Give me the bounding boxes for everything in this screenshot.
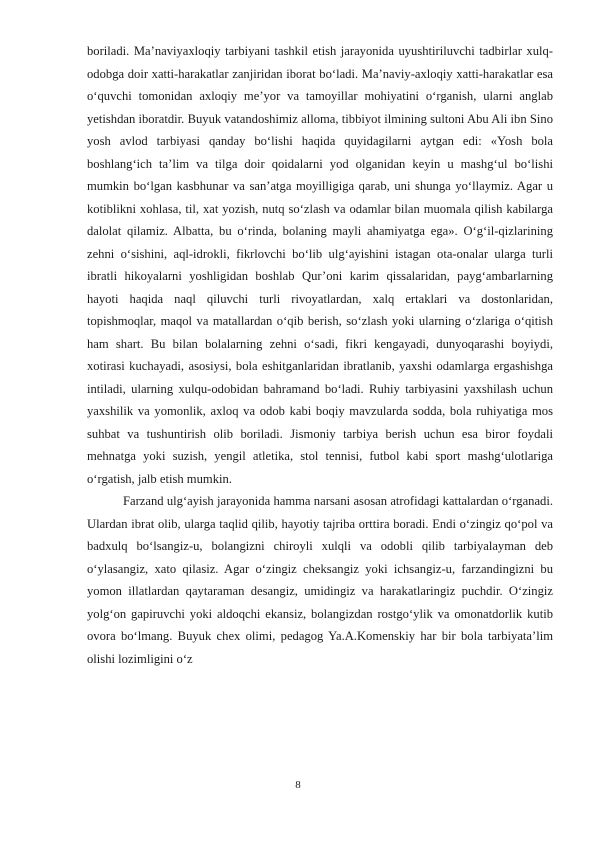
page-number: 8 bbox=[295, 779, 301, 791]
paragraph-2: Farzand ulg‘ayish jarayonida hamma narsani asosan atrofidagi kattalardan o‘rganadi. Ulardan ibrat olib, ularga taqlid qilib, hayotiy tajriba orttira boradi. Endi o‘zingiz qo‘pol va badxulq bo‘lsangiz-u, bolangizni chiroyli xulqli va odobli qilib tarbiyalayman deb o‘ylasangiz, xato qilasiz. Agar o‘zingiz cheksangiz yoki ichsangiz-u, farzandingizni bu yomon illatlardan qaytaraman desangiz, umidingiz va harakatlaringiz puchdir. O‘zingiz yolg‘on gapiruvchi yoki aldoqchi ekansiz, bolangizdan rostgo‘ylik va omonatdorlik kutib ovora bo‘lmang. Buyuk chex olimi, pedagog Ya.A.Komenskiy har bir bola tarbiyata’lim olishi lozimligini o‘z bbox=[87, 494, 553, 666]
body-text bbox=[87, 40, 553, 670]
paragraph-1: boriladi. Ma’naviyaxloqiy tarbiyani tashkil etish jarayonida uyushtiriluvchi tadbirlar xulq-odobga doir xatti-harakatlar zanjiridan iborat bo‘ladi. Ma’naviy-axloqiy xatti-harakatlar esa o‘quvchi tomonidan axloqiy me’yor va tamoyillar mohiyatini o‘rganish, ularni anglab yetishdan iboratdir. Buyuk vatandoshimiz alloma, tibbiyot ilmining sultoni Abu Ali ibn Sino yosh avlod tarbiyasi qanday bo‘lishi haqida quyidagilarni aytgan edi: «Yosh bola boshlang‘ich ta’lim va tilga doir qoidalarni yod olganidan keyin u mashg‘ul bo‘lishi mumkin bo‘lgan kasbhunar va san’atga moyilligiga qarab, uni shunga yo‘llaymiz. Agar u kotiblikni xohlasa, til, xat yozish, nutq so‘zlash va odamlar bilan muomala qilish kabilarga dalolat qilamiz. Albatta, bu o‘rinda, bolaning mayli ahamiyatga ega». O‘g‘il-qizlarining zehni o‘sishini, aql-idrokli, fikrlovchi bo‘lib ulg‘ayishini istagan ota-onalar ularga turli ibratli hikoyalarni yoshligidan boshlab Qur’oni karim qissalaridan, payg‘ambarlarning hayoti haqida naql qiluvchi turli rivoyatlardan, xalq ertaklari va dostonlaridan, topishmoqlar, maqol va matallardan o‘qib berish, so‘zlash yoki ularning o‘zlariga o‘qitish ham shart. Bu bilan bolalarning zehni o‘sadi, fikri kengayadi, dunyoqarashi boyiydi, xotirasi kuchayadi, asosiysi, bola eshitganlaridan ibratlanib, yaxshi odamlarga ergashishga intiladi, ularning xulqu-odobidan bahramand bo‘ladi. Ruhiy tarbiyasini yaxshilash uchun yaxshilik va yomonlik, axloq va odob kabi boqiy mavzularda sodda, bola ruhiyatiga mos suhbat va tushuntirish olib boriladi. Jismoniy tarbiya berish uchun esa biror foydali mehnatga yoki suzish, yengil atletika, stol tennisi, futbol kabi sport mashg‘ulotlariga o‘rgatish, jalb etish mumkin. bbox=[87, 44, 553, 486]
